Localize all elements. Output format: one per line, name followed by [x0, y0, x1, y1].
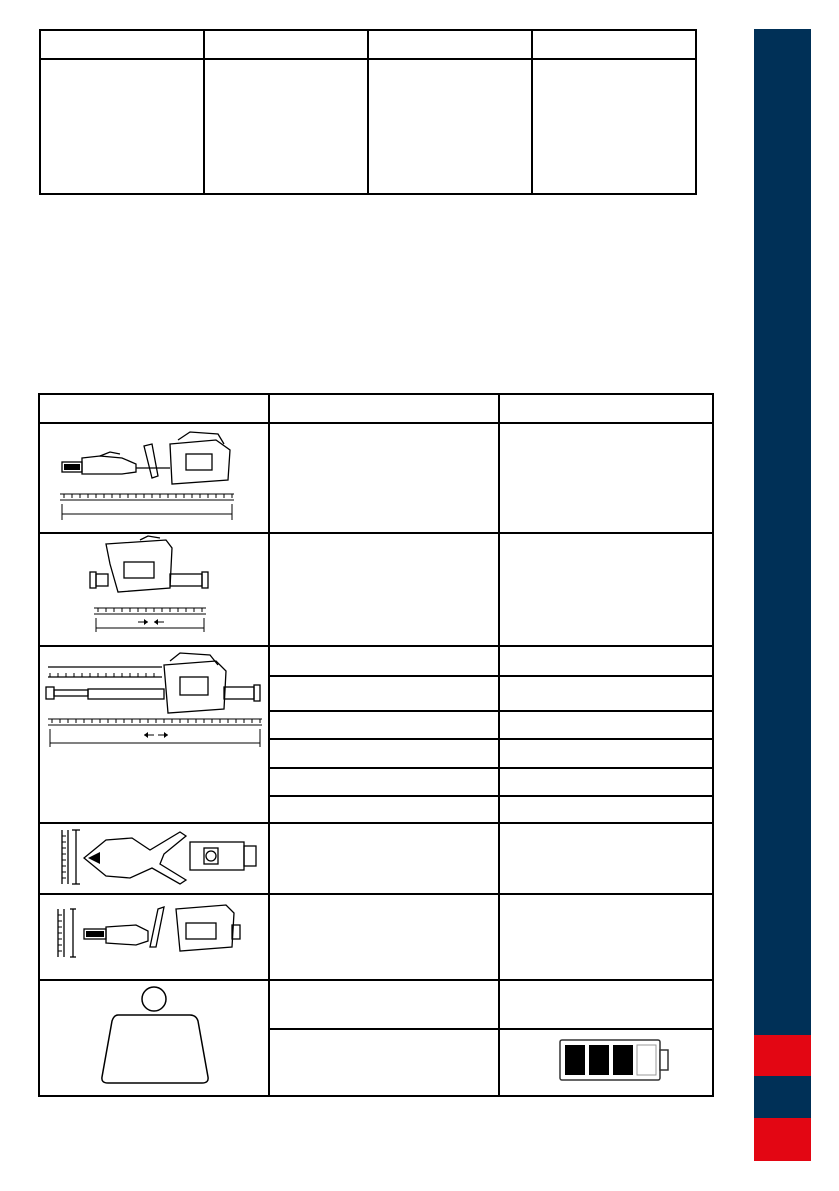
top-table-cell-1: [40, 59, 204, 194]
top-table-cell-4: [532, 59, 696, 194]
spec-label-cell: [270, 1029, 499, 1095]
spec-label-cell: [270, 768, 499, 796]
tool-side-view-length-icon: [39, 423, 269, 533]
spec-label-cell: [269, 823, 499, 894]
spec-value-cell: [499, 768, 712, 796]
tool-height-icon: [39, 894, 269, 980]
top-table-header-2: [204, 30, 368, 59]
tool-extended-length-icon: [39, 646, 269, 823]
spec-label-cell: [269, 533, 499, 646]
side-bar: [754, 29, 811, 1161]
battery-icon: [500, 1030, 712, 1090]
spec-value-cell: [499, 981, 712, 1029]
weight-icon: [39, 980, 269, 1096]
spec-label-cell: [270, 711, 499, 739]
spec-label-cell: [270, 981, 499, 1029]
spec-header-2: [269, 394, 499, 423]
section-tab-red-1: [754, 1035, 811, 1076]
spec-value-cell: [499, 647, 712, 676]
top-table-cell-2: [204, 59, 368, 194]
spec-label-cell: [270, 796, 499, 822]
spec-value-cell: [499, 796, 712, 822]
battery-cell: [499, 1029, 712, 1095]
top-table-cell-3: [368, 59, 532, 194]
spec-value-cell: [499, 823, 713, 894]
tool-top-view-width-icon: [39, 823, 269, 894]
extended-sub-table: [270, 647, 712, 822]
spec-value-cell: [499, 423, 713, 533]
top-table: [39, 29, 697, 195]
spec-label-cell: [270, 739, 499, 768]
spec-value-cell: [499, 711, 712, 739]
spec-label-cell: [270, 647, 499, 676]
spec-label-cell: [269, 423, 499, 533]
weight-sub-table: [270, 981, 712, 1095]
tool-retracted-length-icon: [39, 533, 269, 646]
spec-label-cell: [269, 894, 499, 980]
spec-value-cell: [499, 676, 712, 711]
section-tab-red-2: [754, 1118, 811, 1161]
spec-value-cell: [499, 739, 712, 768]
spec-header-3: [499, 394, 713, 423]
spec-table: [38, 393, 714, 1097]
top-table-header-4: [532, 30, 696, 59]
top-table-header-3: [368, 30, 532, 59]
spec-header-1: [39, 394, 269, 423]
spec-label-cell: [270, 676, 499, 711]
spec-value-cell: [499, 533, 713, 646]
top-table-header-1: [40, 30, 204, 59]
spec-value-cell: [499, 894, 713, 980]
